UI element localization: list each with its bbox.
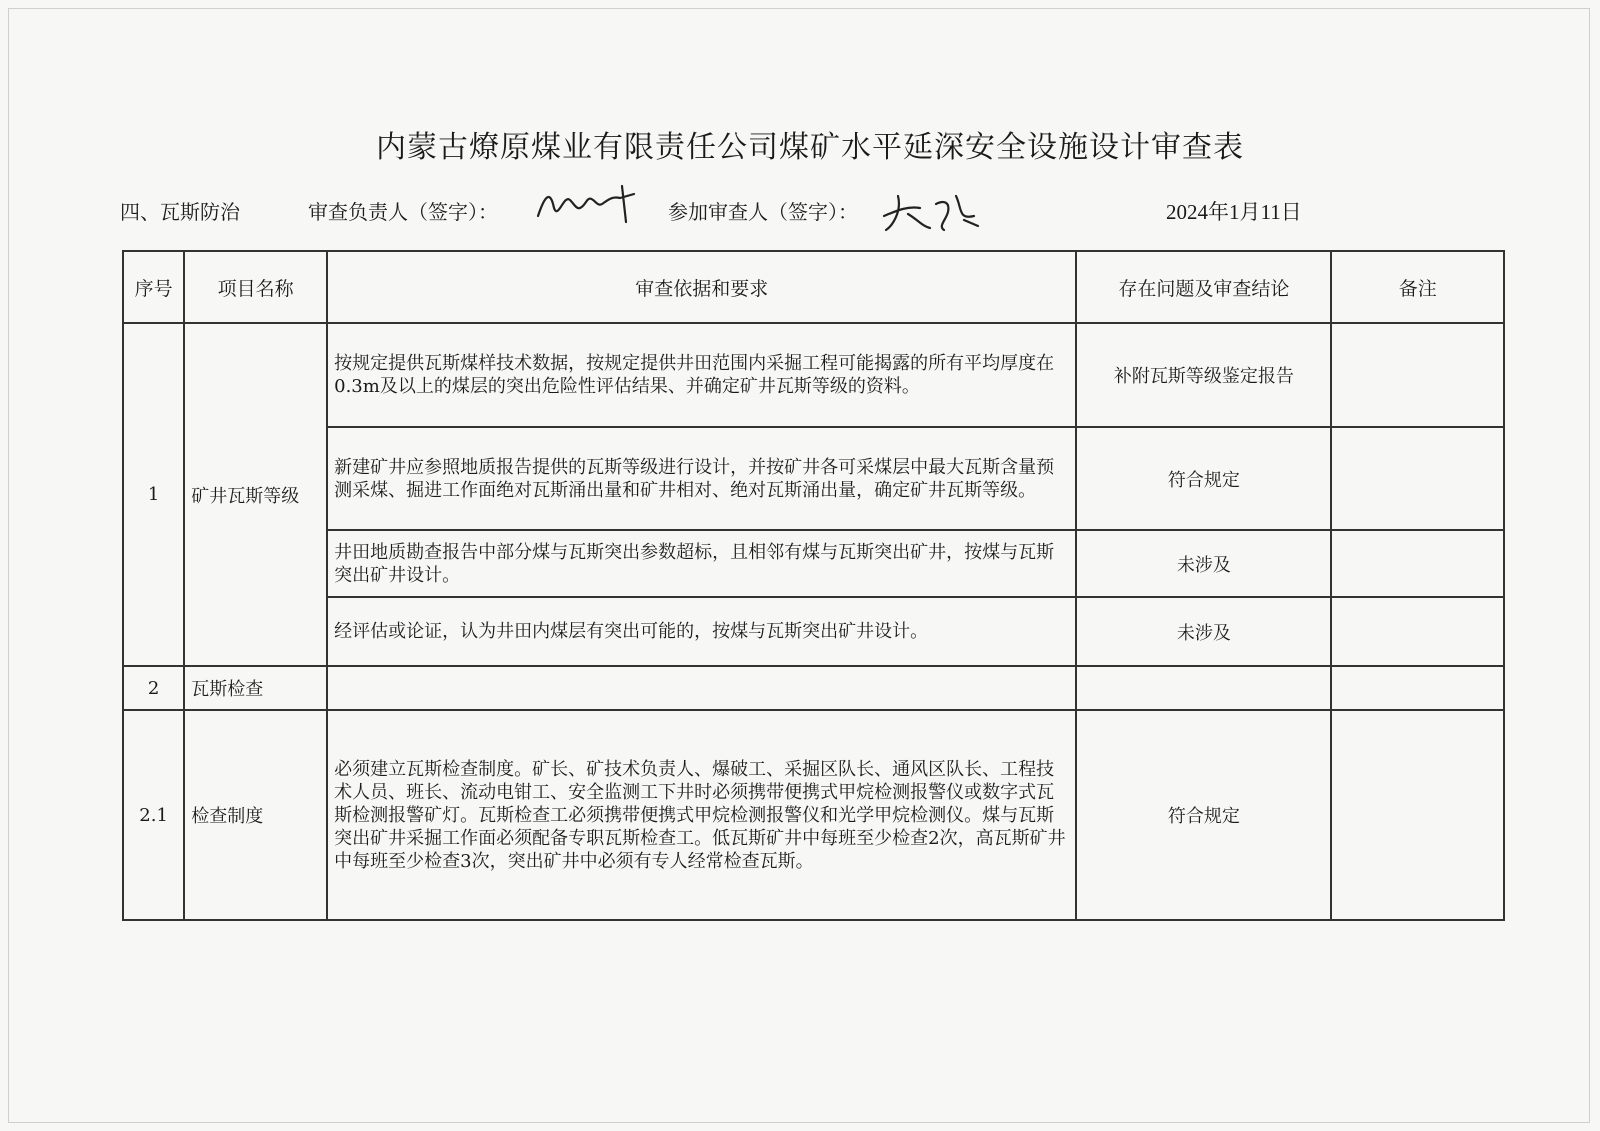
row-basis	[327, 666, 1076, 710]
participant-signature	[878, 186, 988, 236]
participant-label: 参加审查人（签字）：	[668, 200, 858, 224]
row-remark	[1331, 323, 1504, 427]
section-heading: 四、瓦斯防治	[120, 200, 240, 224]
row-conclusion: 符合规定	[1076, 710, 1331, 920]
row-remark	[1331, 427, 1504, 530]
table-row	[123, 530, 1504, 597]
header-basis: 审查依据和要求	[327, 251, 1076, 323]
row-conclusion: 补附瓦斯等级鉴定报告	[1076, 323, 1331, 427]
table-row	[123, 666, 1504, 710]
row-item: 检查制度	[184, 710, 327, 920]
table-row	[123, 323, 1504, 427]
row-no: 2	[123, 666, 184, 710]
row-no: 1	[123, 323, 184, 666]
row-basis: 新建矿井应参照地质报告提供的瓦斯等级进行设计，并按矿井各可采煤层中最大瓦斯含量预测采煤、掘进工作面绝对瓦斯涌出量和矿井相对、绝对瓦斯涌出量，确定矿井瓦斯等级。	[327, 427, 1076, 530]
header-remark: 备注	[1331, 251, 1504, 323]
row-remark	[1331, 710, 1504, 920]
row-no: 2.1	[123, 710, 184, 920]
reviewer-signature	[530, 178, 650, 228]
table-row	[123, 427, 1504, 530]
row-basis: 井田地质勘查报告中部分煤与瓦斯突出参数超标，且相邻有煤与瓦斯突出矿井，按煤与瓦斯突出矿井设计。	[327, 530, 1076, 597]
header-no: 序号	[123, 251, 184, 323]
reviewer-label: 审查负责人（签字）：	[308, 200, 498, 224]
document-title: 内蒙古燎原煤业有限责任公司煤矿水平延深安全设施设计审查表	[376, 130, 1244, 165]
review-table	[122, 250, 1505, 921]
header-conclusion: 存在问题及审查结论	[1076, 251, 1331, 323]
row-basis: 按规定提供瓦斯煤样技术数据，按规定提供井田范围内采掘工程可能揭露的所有平均厚度在0.3m及以上的煤层的突出危险性评估结果、并确定矿井瓦斯等级的资料。	[327, 323, 1076, 427]
row-remark	[1331, 597, 1504, 666]
row-conclusion	[1076, 666, 1331, 710]
row-basis: 经评估或论证，认为井田内煤层有突出可能的，按煤与瓦斯突出矿井设计。	[327, 597, 1076, 666]
row-conclusion: 未涉及	[1076, 597, 1331, 666]
header-item: 项目名称	[184, 251, 327, 323]
row-conclusion: 符合规定	[1076, 427, 1331, 530]
row-remark	[1331, 530, 1504, 597]
table-row	[123, 597, 1504, 666]
table-row	[123, 710, 1504, 920]
table-header-row	[123, 251, 1504, 323]
review-date: 2024年1月11日	[1166, 200, 1302, 224]
row-item: 矿井瓦斯等级	[184, 323, 327, 666]
row-remark	[1331, 666, 1504, 710]
row-conclusion: 未涉及	[1076, 530, 1331, 597]
row-item: 瓦斯检查	[184, 666, 327, 710]
row-basis: 必须建立瓦斯检查制度。矿长、矿技术负责人、爆破工、采掘区队长、通风区队长、工程技术人员、班长、流动电钳工、安全监测工下井时必须携带便携式甲烷检测报警仪或数字式瓦斯检测报警矿灯。瓦斯检查工必须携带便携式甲烷检测报警仪和光学甲烷检测仪。煤与瓦斯突出矿井采掘工作面必须配备专职瓦斯检查工。低瓦斯矿井中每班至少检查2次，高瓦斯矿井中每班至少检查3次，突出矿井中必须有专人经常检查瓦斯。	[327, 710, 1076, 920]
